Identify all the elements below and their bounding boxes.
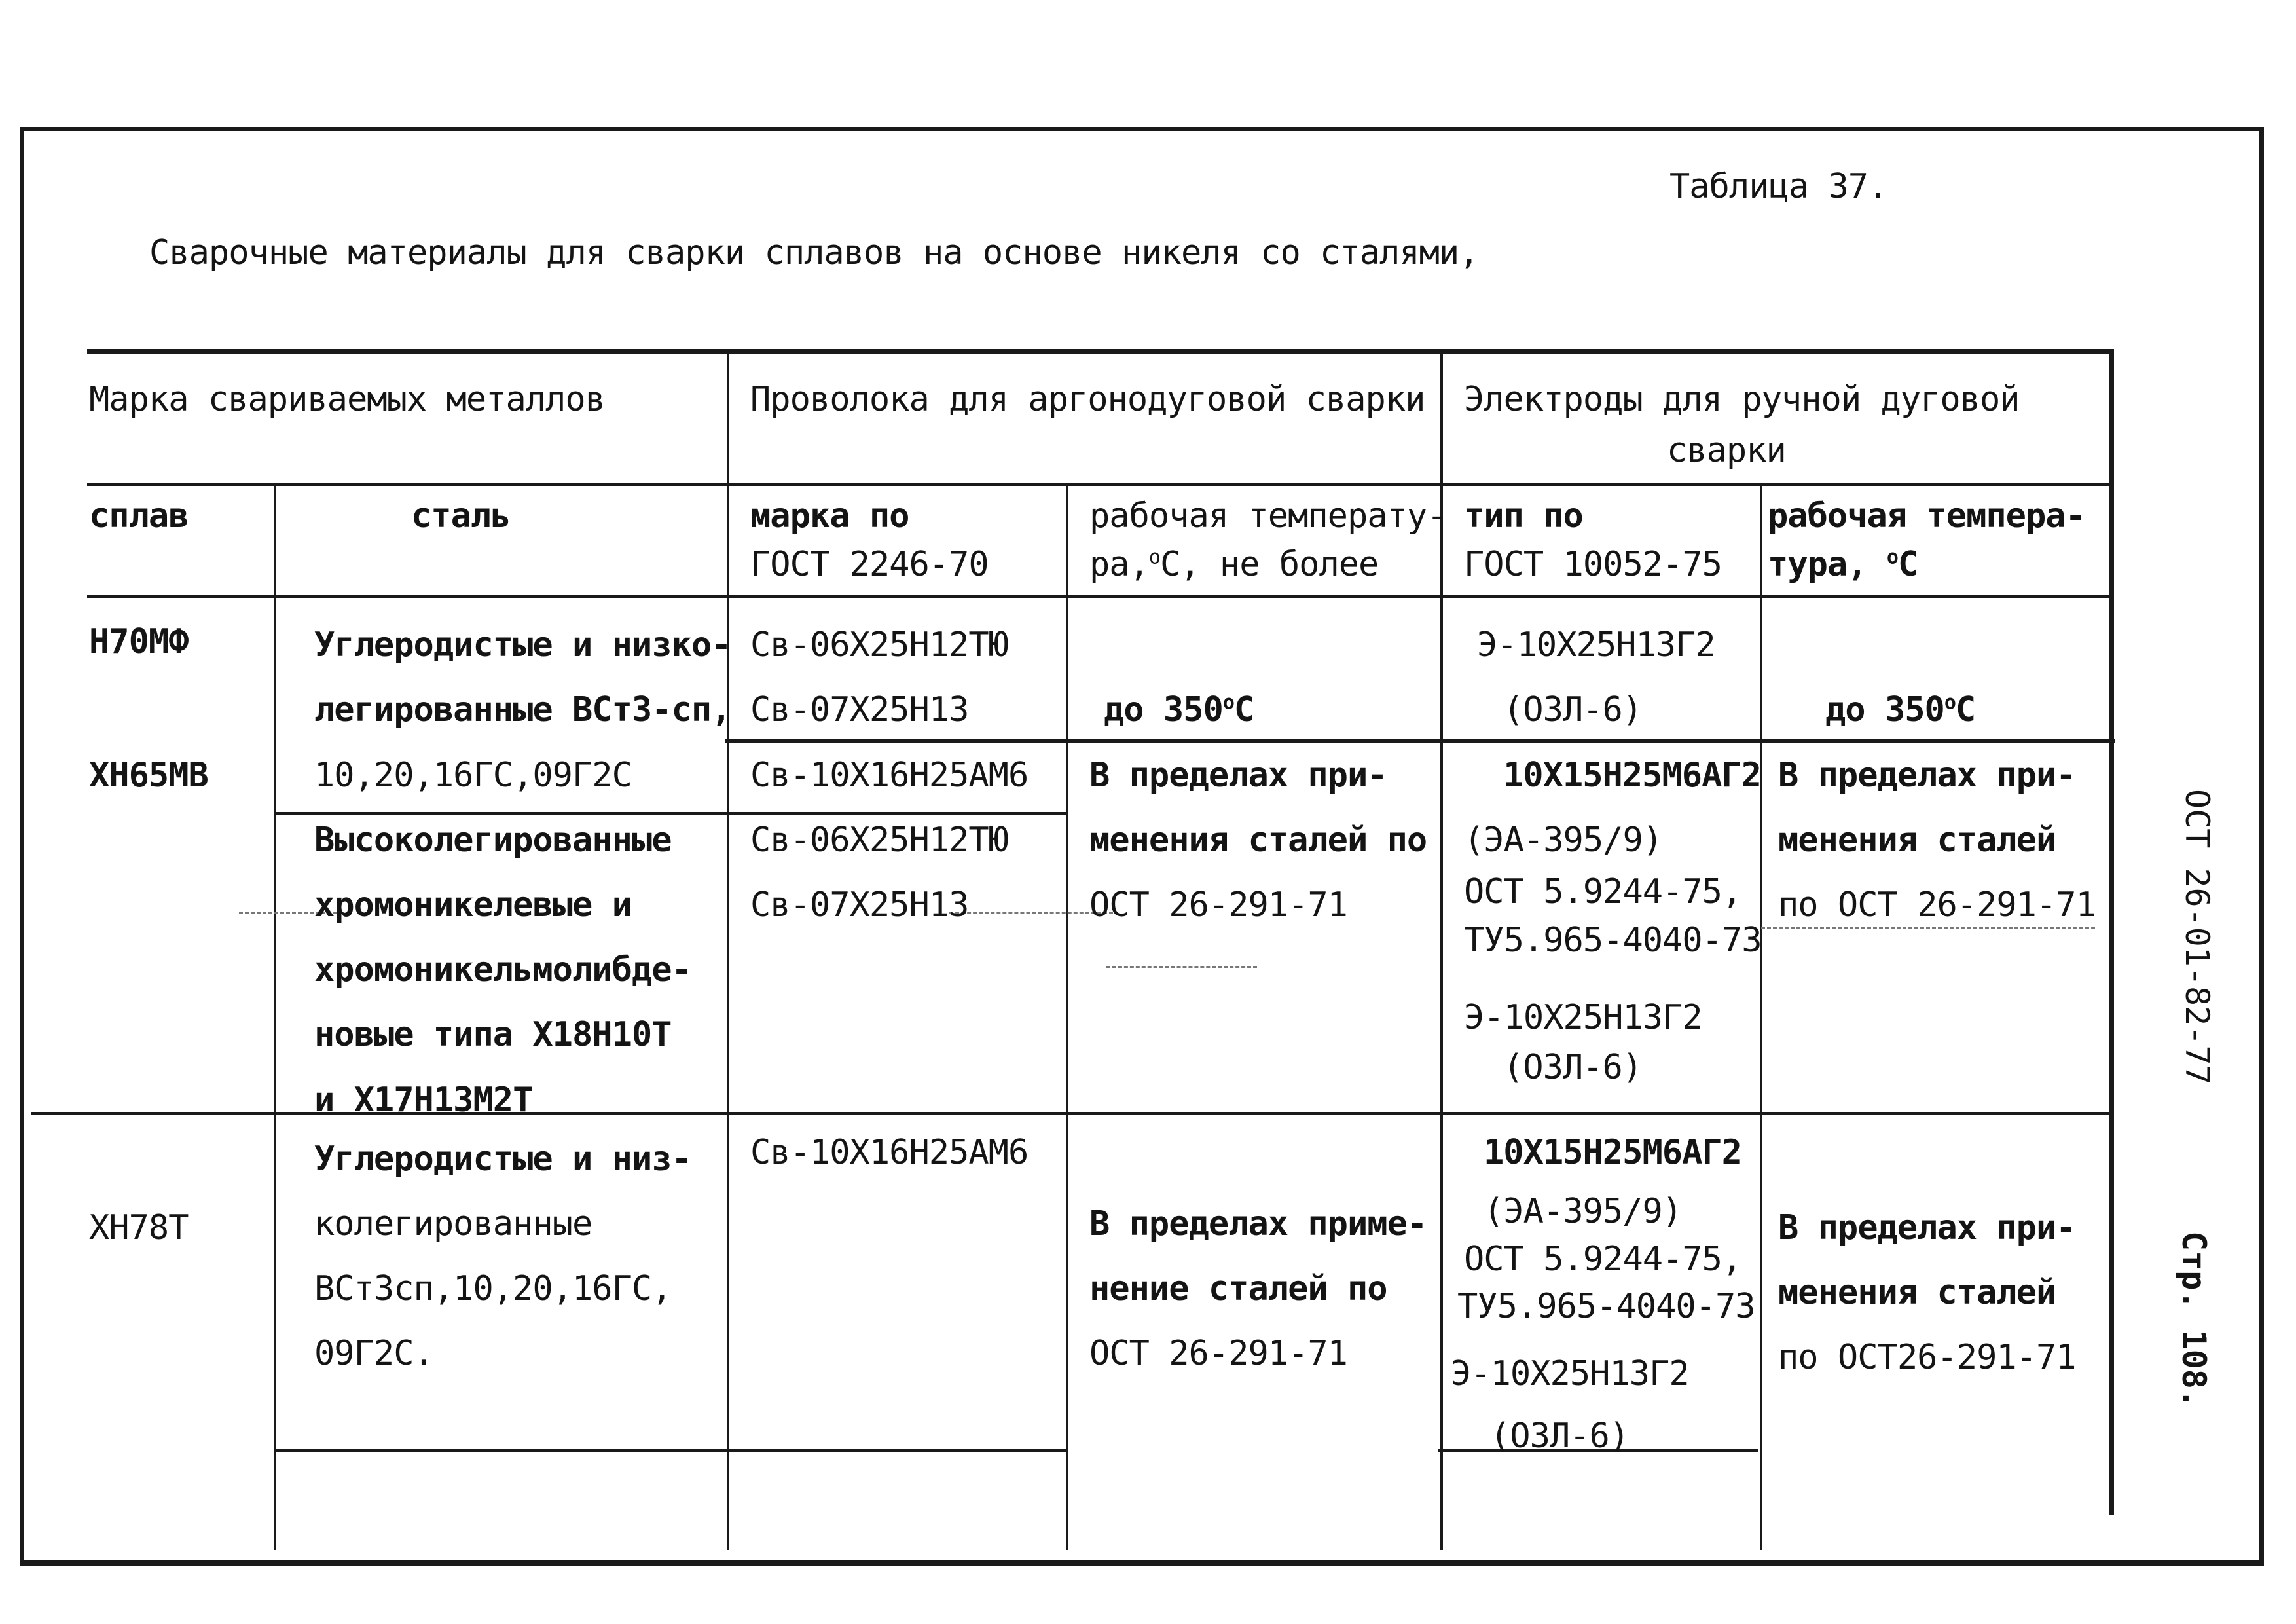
header-electrode-temp xyxy=(1768,545,1918,584)
electrode-type: ТУ5.965-4040-73 xyxy=(1464,921,1762,960)
electrode-temperature: по ОСТ26-291-71 xyxy=(1778,1338,2076,1377)
col-line-steel xyxy=(274,483,276,1550)
steel-grade: Углеродистые и низко- xyxy=(314,625,731,665)
wire-grade: Св-06Х25Н12ТЮ xyxy=(750,821,1008,860)
electrode-temperature: В пределах при- xyxy=(1778,756,2076,795)
electrode-temperature xyxy=(1825,690,1975,729)
steel-grade: Высоколегированные xyxy=(314,821,672,860)
wire-temperature-unit: С xyxy=(1233,690,1254,729)
header-wire-temp: рабочая температу- xyxy=(1089,496,1447,536)
degree-sign: o xyxy=(1944,691,1956,714)
table-number: Таблица 37. xyxy=(1669,167,1888,206)
header-electrode-temp-suffix: С xyxy=(1897,545,1918,584)
header-electrodes: Электроды для ручной дуговой xyxy=(1464,380,2020,419)
steel-grade: хромоникельмолибде- xyxy=(314,950,691,989)
wire-temperature: нение сталей по xyxy=(1089,1269,1387,1308)
degree-sign: o xyxy=(1886,545,1898,569)
steel-grade: и Х17Н13М2Т xyxy=(314,1080,533,1120)
electrode-temperature: менения сталей xyxy=(1778,821,2056,860)
header-wire: Проволока для аргонодуговой сварки xyxy=(750,380,1425,419)
header-sub-rule xyxy=(87,483,2113,486)
electrode-type: 10Х15Н25М6АГ2 xyxy=(1484,1133,1741,1172)
col-line-right xyxy=(2109,349,2114,1515)
electrode-temperature-value: до 350 xyxy=(1825,690,1944,729)
alloy-name: ХН65МВ xyxy=(89,756,208,795)
header-wire-temp-suffix: С, не более xyxy=(1159,545,1379,584)
wire-temperature: ОСТ 26-291-71 xyxy=(1089,885,1347,925)
steel-grade: хромоникелевые и xyxy=(314,885,632,925)
wire-temperature: ОСТ 26-291-71 xyxy=(1089,1334,1347,1373)
degree-sign: o xyxy=(1148,545,1160,569)
row2-rule xyxy=(275,812,1067,815)
wire-temperature xyxy=(1104,690,1254,729)
steel-grade: новые типа Х18Н10Т xyxy=(314,1015,672,1054)
col-line-electrode-temp xyxy=(1760,483,1762,1550)
row1-wire-rule xyxy=(725,739,2115,743)
steel-grade: 09Г2С. xyxy=(314,1334,433,1373)
electrode-type: (ЭА-395/9) xyxy=(1484,1192,1683,1231)
steel-grade: 10,20,16ГС,09Г2С xyxy=(314,756,632,795)
steel-grade: колегированные xyxy=(314,1204,592,1244)
electrode-type: 10Х15Н25М6АГ2 xyxy=(1503,756,1761,795)
electrode-type: Э-10Х25Н13Г2 xyxy=(1477,625,1715,665)
header-bottom-rule xyxy=(87,595,2113,598)
electrode-type: ТУ5.965-4040-73 xyxy=(1457,1287,1755,1326)
table-top-rule xyxy=(87,349,2113,354)
electrode-temperature: В пределах при- xyxy=(1778,1208,2076,1247)
col-line-wire xyxy=(727,352,729,1550)
faint-rule xyxy=(1761,927,2095,929)
electrode-temperature-unit: С xyxy=(1955,690,1976,729)
page-stamp: Стр. 108. xyxy=(2175,1231,2213,1409)
header-wire-grade: марка по xyxy=(750,496,909,536)
electrode-type: (ОЗЛ-6) xyxy=(1503,690,1643,729)
alloy-name: ХН78Т xyxy=(89,1208,189,1247)
wire-temperature: В пределах при- xyxy=(1089,756,1387,795)
steel-grade: ВСт3сп,10,20,16ГС, xyxy=(314,1269,672,1308)
electrode-type: Э-10Х25Н13Г2 xyxy=(1464,998,1702,1037)
degree-sign: o xyxy=(1222,691,1234,714)
header-wire-grade: ГОСТ 2246-70 xyxy=(750,545,989,584)
electrode-type: ОСТ 5.9244-75, xyxy=(1464,872,1742,912)
header-alloy: сплав xyxy=(89,496,189,536)
electrode-type: (ЭА-395/9) xyxy=(1464,821,1663,860)
wire-grade: Св-10Х16Н25АМ6 xyxy=(750,1133,1029,1172)
alloy-name: Н70МФ xyxy=(89,622,189,661)
wire-temperature: В пределах приме- xyxy=(1089,1204,1427,1244)
wire-grade: Св-10Х16Н25АМ6 xyxy=(750,756,1029,795)
header-electrode-type: ГОСТ 10052-75 xyxy=(1464,545,1722,584)
header-electrode-type: тип по xyxy=(1464,496,1583,536)
header-wire-temp-prefix: ра, xyxy=(1089,545,1149,584)
table-caption: Сварочные материалы для сварки сплавов на основе никеля со сталями, xyxy=(149,233,1479,272)
faint-rule xyxy=(1106,966,1257,968)
electrode-type: Э-10Х25Н13Г2 xyxy=(1451,1354,1689,1393)
wire-grade: Св-07Х25Н13 xyxy=(750,885,969,925)
header-electrodes: сварки xyxy=(1667,431,1786,470)
electrode-type: (ОЗЛ-6) xyxy=(1490,1416,1630,1456)
standard-stamp: ОСТ 26-01-82-77 xyxy=(2178,789,2216,1085)
faint-rule xyxy=(949,912,1113,913)
header-electrode-temp-prefix: тура, xyxy=(1768,545,1867,584)
header-electrode-temp: рабочая темпера- xyxy=(1768,496,2085,536)
wire-temperature-value: до 350 xyxy=(1104,690,1223,729)
header-wire-temp xyxy=(1089,545,1378,584)
steel-grade: легированные ВСт3-сп, xyxy=(314,690,731,729)
col-line-wire-temp xyxy=(1066,483,1068,1550)
electrode-temperature: по ОСТ 26-291-71 xyxy=(1778,885,2096,925)
electrode-type: ОСТ 5.9244-75, xyxy=(1464,1240,1742,1279)
wire-grade: Св-06Х25Н12ТЮ xyxy=(750,625,1008,665)
electrode-temperature: менения сталей xyxy=(1778,1273,2056,1312)
header-steel: сталь xyxy=(411,496,511,536)
header-metals: Марка свариваемых металлов xyxy=(89,380,605,419)
wire-temperature: менения сталей по xyxy=(1089,821,1427,860)
wire-grade: Св-07Х25Н13 xyxy=(750,690,969,729)
row4-bottom-rule xyxy=(275,1449,1067,1452)
electrode-type: (ОЗЛ-6) xyxy=(1503,1048,1643,1087)
steel-grade: Углеродистые и низ- xyxy=(314,1139,691,1179)
